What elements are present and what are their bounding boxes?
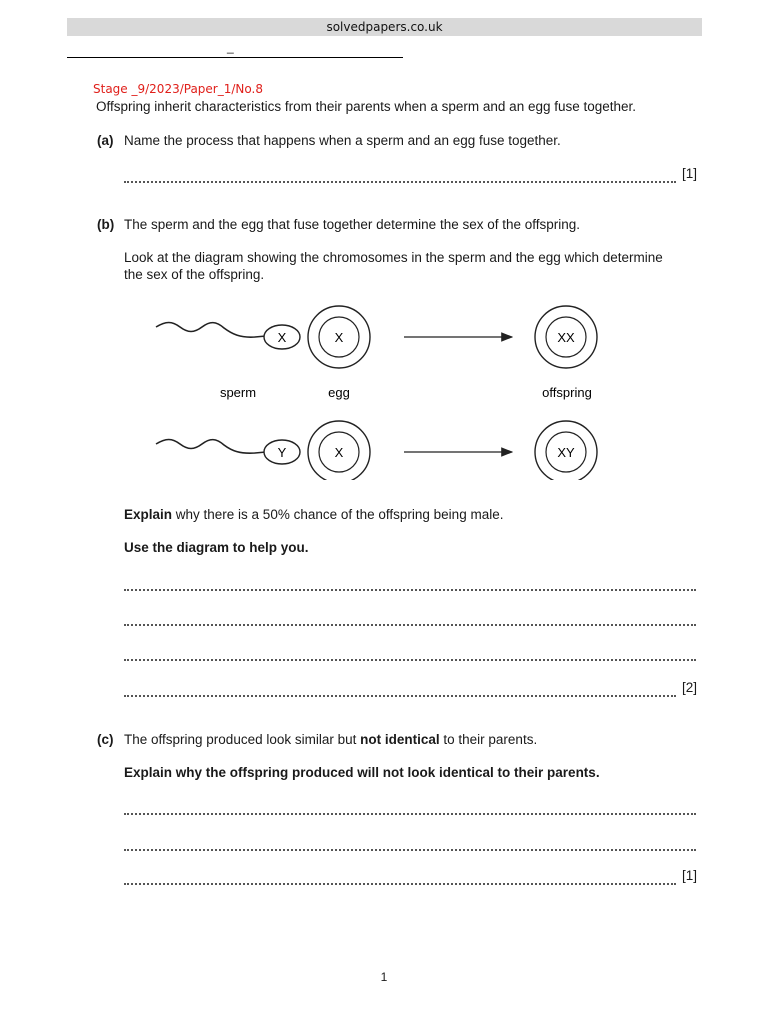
part-c-statement [124,731,537,749]
statement-emphasis: not identical [360,732,440,747]
sperm-chromosome-label: X [277,330,287,345]
sperm-chromosome-label: Y [277,445,287,460]
statement-end: to their parents. [439,732,538,747]
part-b-statement: The sperm and the egg that fuse together determine the sex of the offspring. [124,217,581,232]
offspring-chromosome-label: XY [557,445,575,460]
answer-line-c-3[interactable] [124,883,676,885]
sperm-tail [156,440,266,454]
diagram-row-1 [156,306,597,368]
site-banner: solvedpapers.co.uk [67,18,702,36]
explain-keyword: Explain [124,507,173,522]
part-b-marks: [2] [682,680,698,695]
offspring-label: offspring [542,385,592,400]
part-c-explain [124,764,600,782]
egg-chromosome-label: X [334,445,344,460]
egg-chromosome-label: X [334,330,344,345]
part-b-use-diagram: Use the diagram to help you. [124,540,309,555]
explain-text: why there is a 50% chance of the offspring being male. [172,507,504,522]
part-b-label: (b) [97,217,115,232]
answer-line-b-3[interactable] [124,659,696,661]
part-a-label: (a) [97,133,114,148]
header-rule [67,57,403,58]
paper-reference: Stage _9/2023/Paper_1/No.8 [93,82,263,96]
part-a-marks: [1] [682,166,698,181]
part-a-question: Name the process that happens when a sperm and an egg fuse together. [124,133,561,148]
egg-label: egg [328,385,350,400]
chromosome-diagram [0,290,768,480]
answer-line-c-1[interactable] [124,813,696,815]
diagram-row-2 [156,421,597,480]
part-c-marks: [1] [682,868,698,883]
answer-line-b-2[interactable] [124,624,696,626]
explain-start: Explain why the offspring produced will [124,765,383,780]
part-b-instruction-line1: Look at the diagram showing the chromosomes in the sperm and the egg which determine [124,250,663,265]
header-underscore: _ [227,40,234,54]
sperm-tail [156,323,266,338]
part-b-explain [124,506,503,524]
part-b-instruction-line2: the sex of the offspring. [124,267,265,282]
intro-text: Offspring inherit characteristics from their parents when a sperm and an egg fuse together. [96,99,637,114]
explain-end: look identical to their parents. [403,765,600,780]
explain-emphasis: not [382,765,404,780]
offspring-chromosome-label: XX [557,330,575,345]
answer-line-b-1[interactable] [124,589,696,591]
part-c-label: (c) [97,732,114,747]
answer-line-c-2[interactable] [124,849,696,851]
sperm-label: sperm [219,385,257,400]
page-number: 1 [380,970,388,984]
answer-line-b-4[interactable] [124,695,676,697]
answer-line-a[interactable] [124,181,676,183]
statement-start: The offspring produced look similar but [124,732,361,747]
